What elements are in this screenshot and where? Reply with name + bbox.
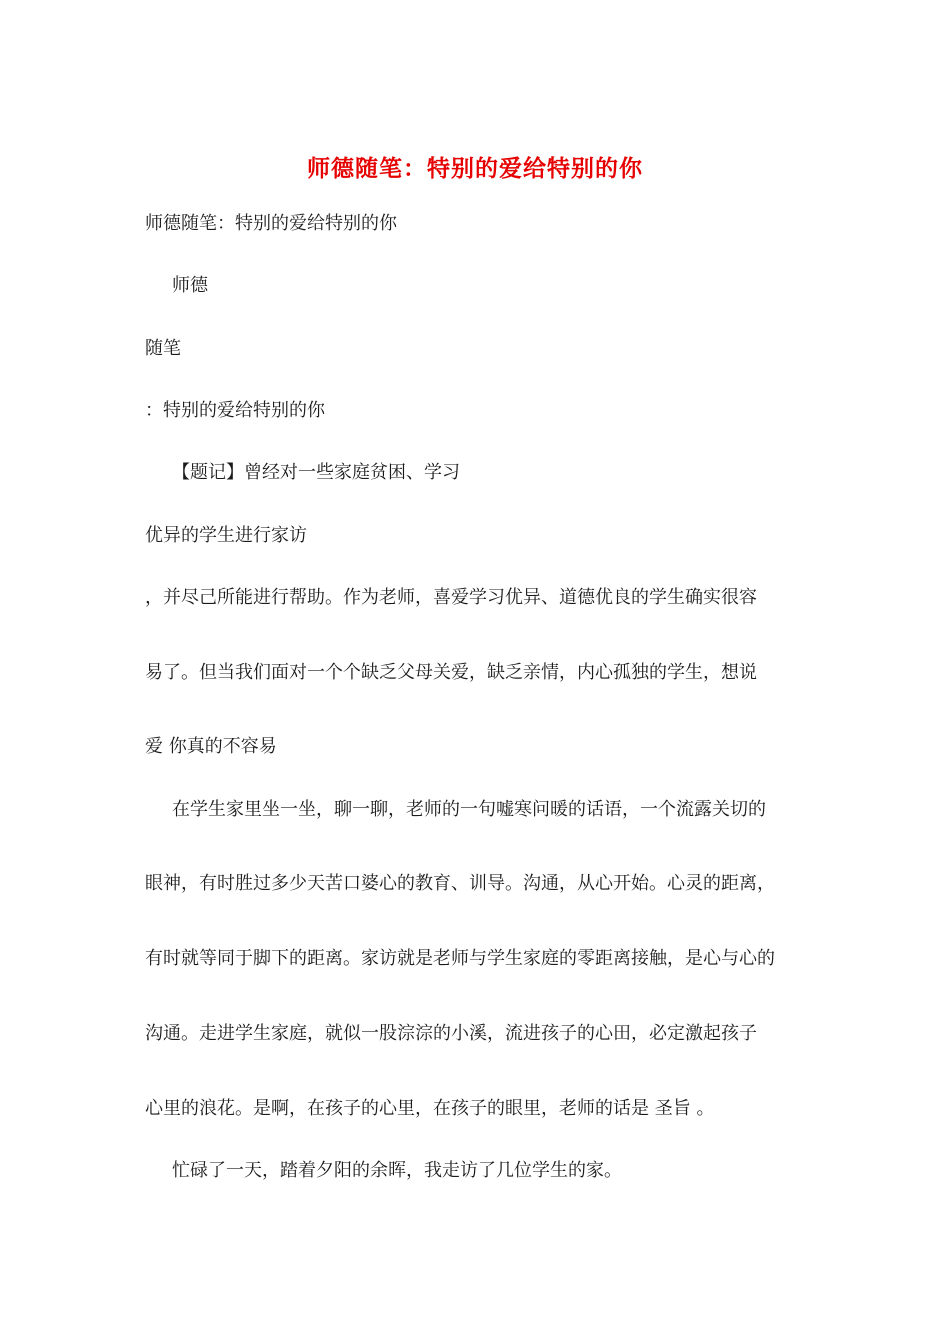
paragraph-line: 眼神，有时胜过多少天苦口婆心的教育、训导。沟通，从心开始。心灵的距离， xyxy=(145,873,775,894)
paragraph-line: 师德 xyxy=(172,275,208,296)
document-title: 师德随笔：特别的爱给特别的你 xyxy=(307,156,643,182)
paragraph-line: ，并尽己所能进行帮助。作为老师，喜爱学习优异、道德优良的学生确实很容 xyxy=(145,587,757,608)
paragraph-line: 师德随笔：特别的爱给特别的你 xyxy=(145,213,397,234)
paragraph-line: 易了。但当我们面对一个个缺乏父母关爱，缺乏亲情，内心孤独的学生，想说 xyxy=(145,662,757,683)
paragraph-line: 【题记】曾经对一些家庭贫困、学习 xyxy=(172,462,460,483)
paragraph-line: 忙碌了一天，踏着夕阳的余晖，我走访了几位学生的家。 xyxy=(172,1160,622,1181)
paragraph-line: ：特别的爱给特别的你 xyxy=(145,400,325,421)
paragraph-line: 优异的学生进行家访 xyxy=(145,525,307,546)
paragraph-line: 在学生家里坐一坐，聊一聊，老师的一句嘘寒问暖的话语，一个流露关切的 xyxy=(172,799,766,820)
paragraph-line: 随笔 xyxy=(145,338,181,359)
paragraph-line: 有时就等同于脚下的距离。家访就是老师与学生家庭的零距离接触，是心与心的 xyxy=(145,948,775,969)
paragraph-line: 爱 你真的不容易 xyxy=(145,736,277,757)
paragraph-line: 沟通。走进学生家庭，就似一股淙淙的小溪，流进孩子的心田，必定激起孩子 xyxy=(145,1023,757,1044)
paragraph-line: 心里的浪花。是啊，在孩子的心里，在孩子的眼里，老师的话是 圣旨 。 xyxy=(145,1098,715,1119)
